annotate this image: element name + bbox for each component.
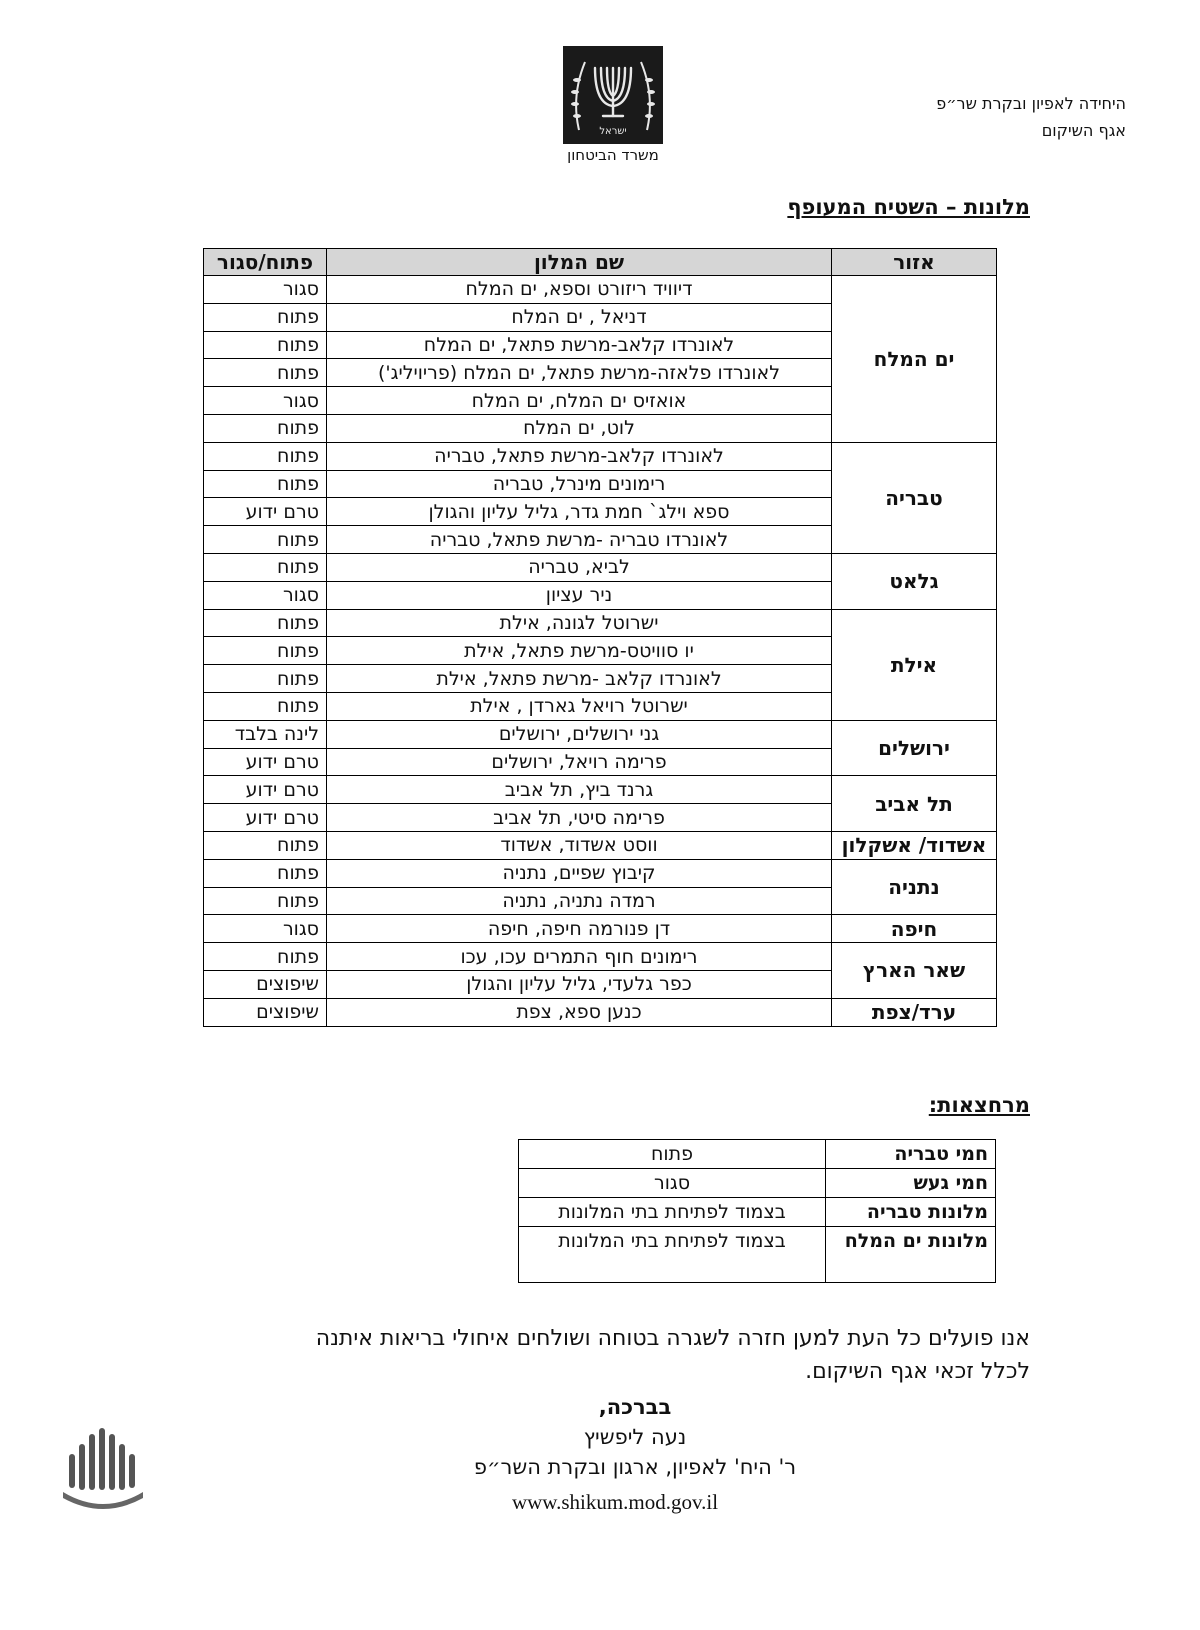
hotel-name-cell: רימונים מינרל, טבריה — [327, 470, 832, 498]
area-cell: גלאט — [832, 553, 997, 609]
spa-name-cell: מלונות ים המלח — [826, 1227, 996, 1283]
status-cell: פתוח — [204, 526, 327, 554]
spa-status-cell: סגור — [519, 1169, 826, 1198]
status-cell: סגור — [204, 581, 327, 609]
table-row — [204, 859, 997, 887]
emblem-text: ישראל — [599, 126, 627, 137]
status-cell: פתוח — [204, 470, 327, 498]
status-cell: פתוח — [204, 609, 327, 637]
department-name: אגף השיקום — [1041, 121, 1126, 140]
spa-status-cell: בצמוד לפתיחת בתי המלונות — [519, 1227, 826, 1283]
column-header-status: פתוח/סגור — [204, 249, 327, 276]
status-cell: פתוח — [204, 637, 327, 665]
message-line-1: אנו פועלים כל העת למען חזרה לשגרה בטוחה ושולחים איחולי בריאות איתנה — [315, 1326, 1030, 1351]
hotel-name-cell: יו סוויטס-מרשת פתאל, אילת — [327, 637, 832, 665]
table-row — [519, 1227, 996, 1283]
spa-status-cell: בצמוד לפתיחת בתי המלונות — [519, 1198, 826, 1227]
greeting: בברכה, — [598, 1395, 672, 1419]
hotel-name-cell: דיוויד ריזורט וספא, ים המלח — [327, 276, 832, 304]
area-cell: ירושלים — [832, 720, 997, 776]
hotels-title: מלונות – השטיח המעופף — [787, 195, 1030, 219]
hotel-name-cell: לאונרדו קלאב -מרשת פתאל, אילת — [327, 665, 832, 693]
signature-block — [380, 1392, 890, 1482]
hotel-name-cell: רמדה נתניה, נתניה — [327, 887, 832, 915]
status-cell: שיפוצים — [204, 998, 327, 1026]
status-cell: פתוח — [204, 943, 327, 971]
hotel-name-cell: ישרוטל רויאל גארדן , אילת — [327, 692, 832, 720]
area-cell: אשדוד/ אשקלון — [832, 831, 997, 859]
hotels-body — [204, 276, 997, 1027]
status-cell: סגור — [204, 387, 327, 415]
state-emblem — [563, 46, 663, 144]
hotel-name-cell: לביא, טבריה — [327, 553, 832, 581]
hotel-name-cell: קיבוץ שפיים, נתניה — [327, 859, 832, 887]
status-cell: טרם ידוע — [204, 776, 327, 804]
table-row — [204, 831, 997, 859]
hotel-name-cell: פרימה סיטי, תל אביב — [327, 804, 832, 832]
closing-message — [210, 1322, 1030, 1388]
hotel-name-cell: ניר עציון — [327, 581, 832, 609]
area-cell: נתניה — [832, 859, 997, 915]
status-cell: פתוח — [204, 692, 327, 720]
hotel-name-cell: גני ירושלים, ירושלים — [327, 720, 832, 748]
table-row — [204, 998, 997, 1026]
message-line-2: לכלל זכאי אגף השיקום. — [805, 1359, 1030, 1384]
status-cell: פתוח — [204, 859, 327, 887]
signer-name: נעה ליפשיץ — [583, 1425, 687, 1449]
column-header-area: אזור — [832, 249, 997, 276]
area-cell: אילת — [832, 609, 997, 720]
table-row — [204, 609, 997, 637]
status-cell: שיפוצים — [204, 970, 327, 998]
spa-status-cell: פתוח — [519, 1140, 826, 1169]
signer-role: ר' היח' לאפיון, ארגון ובקרת השר״פ — [473, 1455, 797, 1479]
status-cell: פתוח — [204, 553, 327, 581]
table-row — [204, 553, 997, 581]
status-cell: פתוח — [204, 442, 327, 470]
status-cell: סגור — [204, 276, 327, 304]
rehabilitation-logo-icon — [55, 1420, 151, 1516]
spa-name-cell: חמי געש — [826, 1169, 996, 1198]
hotel-name-cell: לאונרדו פלאזה-מרשת פתאל, ים המלח (פריויליג') — [327, 359, 832, 387]
hotel-name-cell: כנען ספא, צפת — [327, 998, 832, 1026]
status-cell: פתוח — [204, 331, 327, 359]
status-cell: טרם ידוע — [204, 498, 327, 526]
hotels-table — [203, 248, 997, 1027]
status-cell: טרם ידוע — [204, 748, 327, 776]
ministry-name: משרד הביטחון — [567, 146, 659, 164]
spa-name-cell: חמי טבריה — [826, 1140, 996, 1169]
hotel-name-cell: גרנד ביץ, תל אביב — [327, 776, 832, 804]
table-row — [204, 943, 997, 971]
area-cell: חיפה — [832, 915, 997, 943]
table-row — [519, 1169, 996, 1198]
area-cell: ים המלח — [832, 276, 997, 443]
status-cell: פתוח — [204, 303, 327, 331]
area-cell: ערד/צפת — [832, 998, 997, 1026]
table-row — [204, 442, 997, 470]
hotel-name-cell: דן פנורמה חיפה, חיפה — [327, 915, 832, 943]
hotel-name-cell: דניאל , ים המלח — [327, 303, 832, 331]
website-url: www.shikum.mod.gov.il — [511, 1490, 719, 1514]
spas-table — [518, 1139, 996, 1283]
unit-header — [936, 90, 1126, 144]
unit-name: היחידה לאפיון ובקרת שר״פ — [936, 94, 1126, 113]
hotels-header-row — [204, 249, 997, 276]
hotel-name-cell: רימונים חוף התמרים עכו, עכו — [327, 943, 832, 971]
status-cell: טרם ידוע — [204, 804, 327, 832]
hotel-name-cell: כפר גלעדי, גליל עליון והגולן — [327, 970, 832, 998]
status-cell: לינה בלבד — [204, 720, 327, 748]
hotel-name-cell: ווסט אשדוד, אשדוד — [327, 831, 832, 859]
spa-name-cell: מלונות טבריה — [826, 1198, 996, 1227]
hotel-name-cell: לאונרדו קלאב-מרשת פתאל, טבריה — [327, 442, 832, 470]
status-cell: פתוח — [204, 887, 327, 915]
table-row — [204, 915, 997, 943]
hotel-name-cell: ספא וילג` חמת גדר, גליל עליון והגולן — [327, 498, 832, 526]
hotel-name-cell: לאונרדו טבריה -מרשת פתאל, טבריה — [327, 526, 832, 554]
table-row — [519, 1198, 996, 1227]
hotel-name-cell: לאונרדו קלאב-מרשת פתאל, ים המלח — [327, 331, 832, 359]
status-cell: פתוח — [204, 665, 327, 693]
spas-title: מרחצאות: — [928, 1093, 1030, 1117]
status-cell: פתוח — [204, 359, 327, 387]
spas-body — [519, 1140, 996, 1283]
table-row — [204, 276, 997, 304]
column-header-hotel: שם המלון — [327, 249, 832, 276]
status-cell: סגור — [204, 915, 327, 943]
hotel-name-cell: לוט, ים המלח — [327, 414, 832, 442]
status-cell: פתוח — [204, 831, 327, 859]
status-cell: פתוח — [204, 414, 327, 442]
area-cell: תל אביב — [832, 776, 997, 832]
table-row — [204, 776, 997, 804]
area-cell: שאר הארץ — [832, 943, 997, 999]
table-row — [204, 720, 997, 748]
hotel-name-cell: פרימה רויאל, ירושלים — [327, 748, 832, 776]
table-row — [519, 1140, 996, 1169]
hotel-name-cell: אואזיס ים המלח, ים המלח — [327, 387, 832, 415]
area-cell: טבריה — [832, 442, 997, 553]
hotel-name-cell: ישרוטל לגונה, אילת — [327, 609, 832, 637]
